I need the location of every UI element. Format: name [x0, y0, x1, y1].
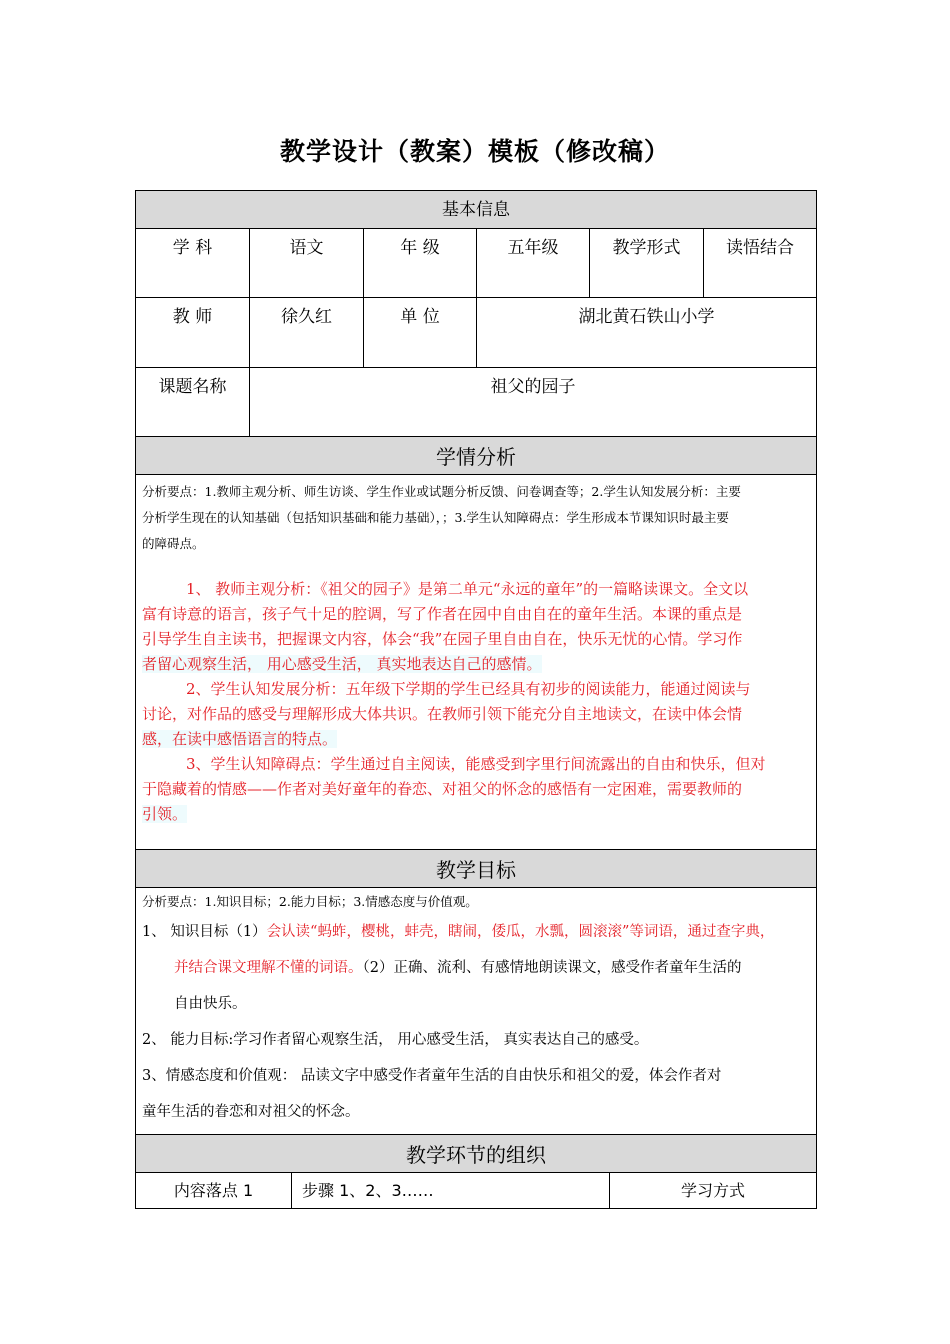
analysis-header: 学情分析: [136, 436, 816, 474]
topic-label: 课题名称: [158, 377, 227, 397]
grade-value: 五年级: [476, 229, 589, 297]
goal-knowledge-prefix: 1、 知识目标（1）: [142, 924, 267, 940]
info-row-topic: [136, 367, 816, 436]
goal-knowledge: [136, 914, 816, 950]
paragraph-line: 感，在读中感悟语言的特点。: [142, 730, 338, 748]
paragraph-line: 3、学生认知障碍点：学生通过自主阅读，能感受到字里行间流露出的自由和快乐，但对: [186, 755, 766, 773]
column-steps: 步骤 1、2、3……: [291, 1173, 609, 1208]
goal-knowledge-tail: （2）正确、流利、有感情地朗读课文，感受作者童年生活的: [362, 960, 742, 976]
analysis-paragraph-1: [136, 577, 816, 677]
paragraph-line: 讨论，对作品的感受与理解形成大体共识。在教师引领下能充分自主地读文，在读中体会情: [142, 705, 743, 723]
document-title: 教学设计（教案）模板（修改稿）: [279, 137, 670, 166]
paragraph-line: 引领。: [142, 805, 188, 823]
goal-knowledge-words: 会认读“蚂蚱，樱桃，蚌壳，瞎闹，倭瓜，水瓢，圆滚滚”等词语，通过查字典，: [266, 924, 775, 940]
info-row-teacher: [136, 297, 816, 367]
info-row-subject: [136, 228, 816, 297]
unit-label: 单 位: [363, 298, 476, 367]
paragraph-line: 引导学生自主读书，把握课文内容，体会“我”在园子里自由自在，快乐无忧的心情。学习作: [142, 630, 743, 648]
goal-emotion-line: 童年生活的眷恋和对祖父的怀念。: [142, 1104, 360, 1120]
basic-info-header: 基本信息: [136, 190, 816, 228]
goals-hint: 分析要点：1.知识目标；2.能力目标；3.情感态度与价值观。: [142, 894, 478, 909]
goal-knowledge-words-2: 并结合课文理解不懂的词语。: [174, 960, 363, 976]
goals-panel: [136, 887, 816, 1134]
lesson-plan-table: [135, 190, 817, 1209]
goal-knowledge-cont: [136, 950, 816, 986]
teacher-value: 徐久红: [249, 298, 363, 367]
subject-label: 学 科: [172, 238, 213, 258]
analysis-hint-line: 的障碍点。: [142, 536, 205, 551]
paragraph-line: 者留心观察生活， 用心感受生活， 真实地表达自己的感情。: [142, 655, 542, 673]
goals-header: 教学目标: [136, 849, 816, 887]
form-value: 读悟结合: [703, 229, 816, 297]
paragraph-line: 1、 教师主观分析：《祖父的园子》是第二单元“永远的童年”的一篇略读课文。全文以: [186, 580, 749, 598]
analysis-hint-line: 分析学生现在的认知基础（包括知识基础和能力基础），；3.学生认知障碍点：学生形成本节课知识时最主要: [142, 510, 729, 525]
analysis-paragraph-3: [136, 752, 816, 827]
analysis-hint-line: 分析要点：1.教师主观分析、师生访谈、学生作业或试题分析反馈、问卷调查等；2.学生认知发展分析：主要: [142, 484, 741, 499]
goal-knowledge-tail-2: 自由快乐。: [174, 996, 247, 1012]
organization-columns: [136, 1172, 816, 1208]
grade-label: 年 级: [363, 229, 476, 297]
analysis-paragraph-2: [136, 677, 816, 752]
goal-ability: 2、 能力目标:学习作者留心观察生活， 用心感受生活， 真实表达自己的感受。: [142, 1032, 649, 1048]
analysis-panel: [136, 474, 816, 849]
paragraph-line: 富有诗意的语言，孩子气十足的腔调，写了作者在园中自由自在的童年生活。本课的重点是: [142, 605, 743, 623]
unit-value: 湖北黄石铁山小学: [476, 298, 816, 367]
organization-header: 教学环节的组织: [136, 1134, 816, 1172]
paragraph-line: 2、学生认知发展分析：五年级下学期的学生已经具有初步的阅读能力，能通过阅读与: [186, 680, 751, 698]
goal-emotion-line: 3、情感态度和价值观： 品读文字中感受作者童年生活的自由快乐和祖父的爱，体会作者对: [142, 1068, 722, 1084]
subject-value: 语文: [249, 229, 363, 297]
column-content-point: 内容落点 1: [173, 1181, 254, 1200]
topic-value: 祖父的园子: [249, 368, 816, 436]
paragraph-line: 于隐藏着的情感——作者对美好童年的眷恋、对祖父的怀念的感悟有一定困难，需要教师的: [142, 780, 743, 798]
column-learning-mode: 学习方式: [609, 1173, 816, 1208]
teacher-label: 教 师: [172, 307, 213, 327]
form-label: 教学形式: [589, 229, 703, 297]
